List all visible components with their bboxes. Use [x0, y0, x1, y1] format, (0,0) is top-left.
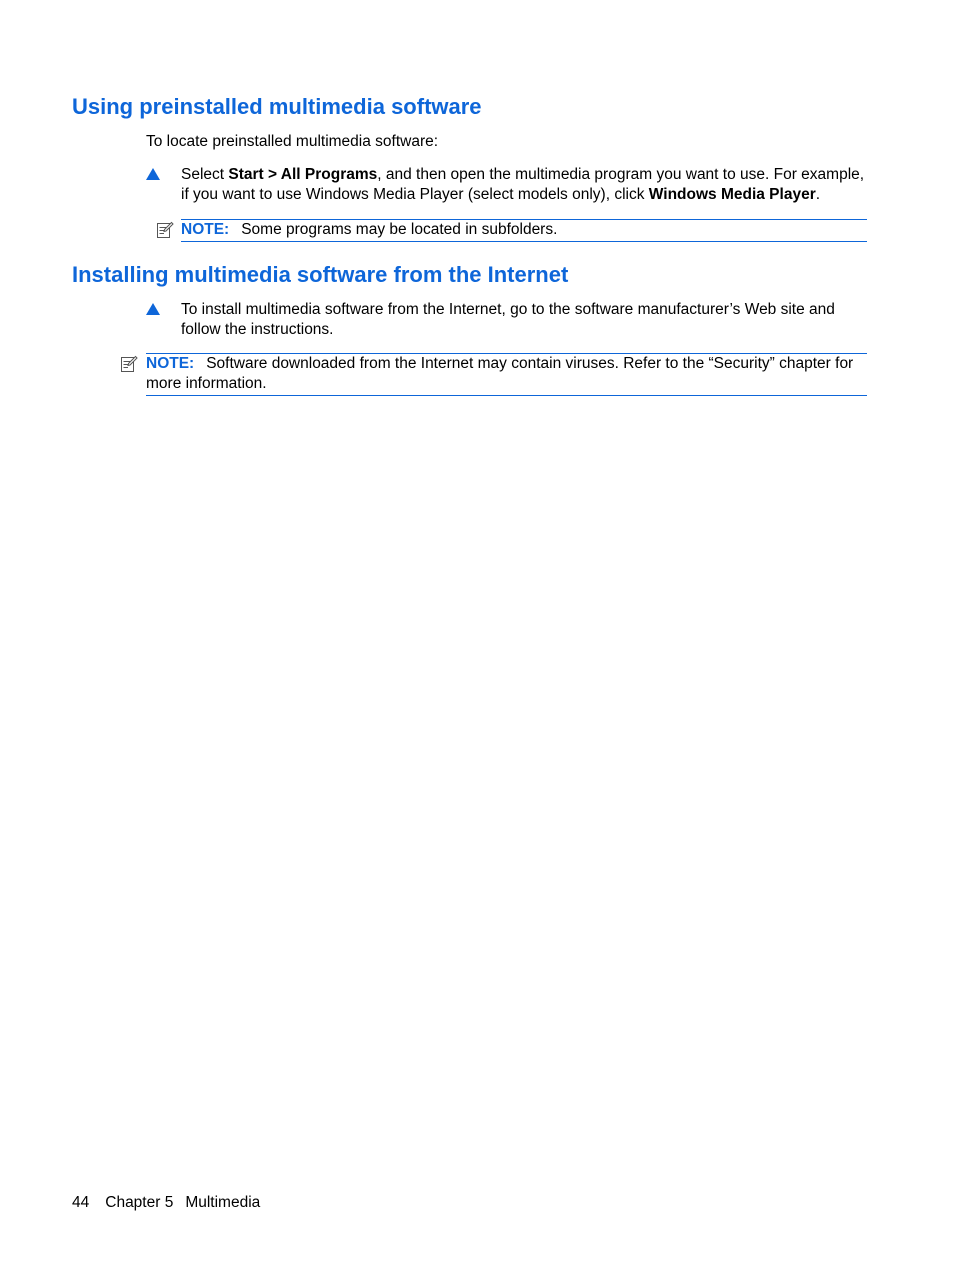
- note-content: [181, 220, 867, 240]
- text-run: , and then open the multimedia program you want to use. For example, if you want to use Windows Media Player (select models only), click: [181, 166, 865, 203]
- text-run: .: [815, 186, 821, 203]
- list-item-text: [181, 165, 867, 205]
- note-text: Some programs may be located in subfolders.: [241, 221, 558, 238]
- chapter-label: Chapter 5: [105, 1194, 174, 1211]
- list-item-select-program: [146, 165, 867, 205]
- menu-path-bold: Start > All Programs: [228, 166, 378, 183]
- page-number: 44: [72, 1194, 90, 1211]
- intro-paragraph: To locate preinstalled multimedia software:: [146, 133, 439, 150]
- note-label: NOTE:: [146, 355, 195, 372]
- note-pencil-icon: [120, 355, 138, 373]
- note-pencil-icon: [156, 221, 174, 239]
- note-box-subfolders: [181, 219, 867, 242]
- note-box-viruses: [146, 353, 867, 396]
- program-name-bold: Windows Media Player: [648, 186, 816, 203]
- page-footer: [72, 1193, 276, 1213]
- list-item-install-internet: [146, 300, 867, 340]
- triangle-bullet-icon: [146, 168, 160, 180]
- chapter-title: Multimedia: [185, 1194, 261, 1211]
- note-label: NOTE:: [181, 221, 230, 238]
- note-text: Software downloaded from the Internet may contain viruses. Refer to the “Security” chapter for more information.: [146, 355, 854, 392]
- section-heading-preinstalled: Using preinstalled multimedia software: [72, 94, 482, 119]
- note-content: [146, 354, 867, 394]
- triangle-bullet-icon: [146, 303, 160, 315]
- section-heading-internet: Installing multimedia software from the Internet: [72, 262, 569, 287]
- text-run: Select: [181, 166, 229, 183]
- list-item-text: To install multimedia software from the Internet, go to the software manufacturer’s Web site and follow the instructions.: [181, 301, 835, 338]
